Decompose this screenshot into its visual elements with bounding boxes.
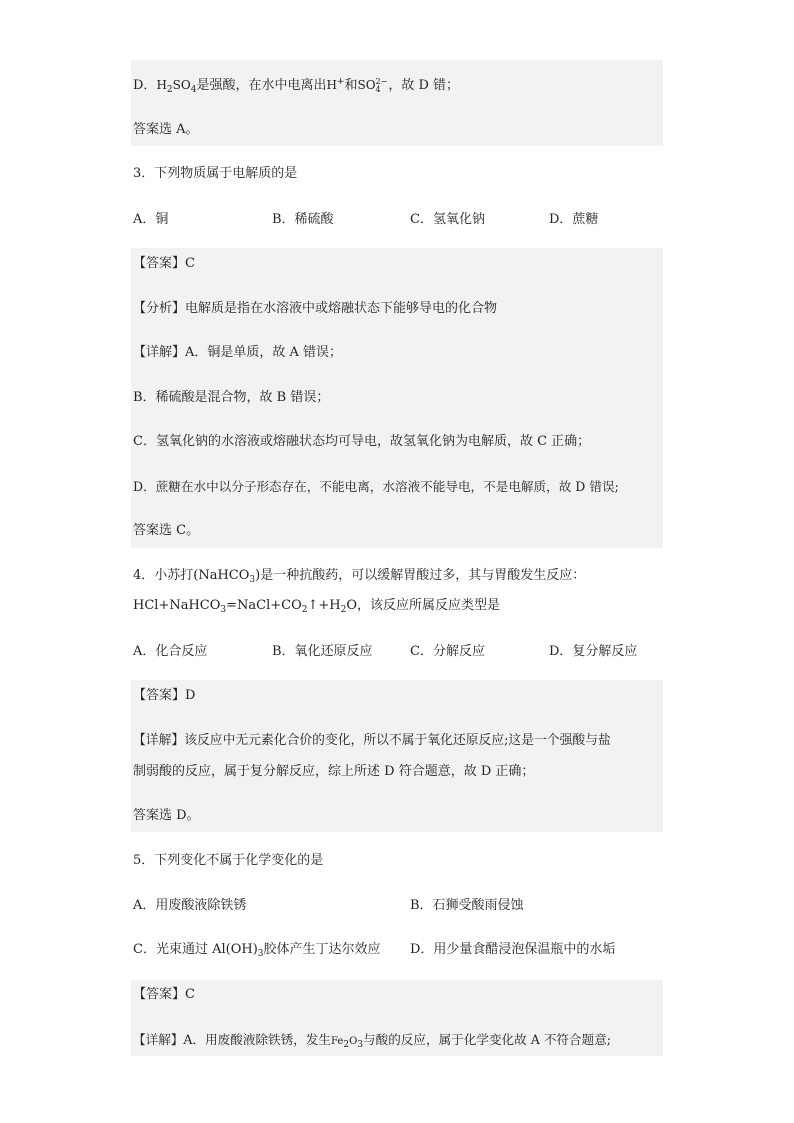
q5-stem: 5．下列变化不属于化学变化的是 — [133, 853, 324, 868]
q3-answer: 【答案】C — [133, 256, 195, 271]
q3-conclusion: 答案选 C。 — [133, 523, 200, 538]
q4-conclusion: 答案选 D。 — [133, 808, 200, 823]
q3-option-c: C．氢氧化钠 — [410, 212, 485, 227]
q4-option-a: A．化合反应 — [133, 644, 208, 659]
q3-option-d: D．蔗糖 — [549, 212, 599, 227]
q3-option-a: A．铜 — [133, 212, 169, 227]
q4-equation: $HCl+NaHCO_3=NaCl+CO_2↑+H_2O$，该反应所属反应类型是 — [133, 598, 501, 615]
q4-option-d: D．复分解反应 — [549, 644, 638, 659]
shaded-block-q4-answer — [131, 680, 663, 832]
q5-detail-a: 【详解】A．用废酸液除铁锈，发生$Fe_2O_3$与酸的反应，属于化学变化故 A 不符合题意; — [133, 1032, 612, 1050]
q4-option-b: B．氧化还原反应 — [272, 644, 373, 659]
q5-answer: 【答案】C — [133, 987, 195, 1002]
q5-option-d: D．用少量食醋浸泡保温瓶中的水垢 — [410, 942, 616, 957]
q3-analysis: 【分析】电解质是指在水溶液中或熔融状态下能够导电的化合物 — [133, 301, 498, 316]
q2-option-d-explanation: D．$H_2SO_4$是强酸，在水中电离出H+和SO 2− 4 ，故 D 错； — [133, 77, 460, 95]
q4-option-c: C．分解反应 — [410, 644, 485, 659]
q5-option-c: C．光束通过 $Al(OH)_3$胶体产生丁达尔效应 — [133, 942, 381, 959]
q3-detail-b: B．稀硫酸是混合物，故 B 错误； — [133, 390, 330, 405]
q5-option-b: B．石狮受酸雨侵蚀 — [410, 898, 524, 913]
q5-option-a: A．用废酸液除铁锈 — [133, 898, 247, 913]
sulfate-charge-stack: 2− 4 — [375, 77, 388, 94]
q3-detail-c: C．氢氧化钠的水溶液或熔融状态均可导电，故氢氧化钠为电解质，故 C 正确； — [133, 434, 591, 449]
q4-stem: 4．小苏打(NaHCO$_3$)是一种抗酸药，可以缓解胃酸过多，其与胃酸发生反应： — [133, 568, 586, 585]
q3-detail-a: 【详解】A．铜是单质，故 A 错误； — [133, 345, 343, 360]
q4-detail-line-1: 【详解】该反应中无元素化合价的变化，所以不属于氧化还原反应;这是一个强酸与盐 — [133, 733, 611, 748]
q3-detail-d: D．蔗糖在水中以分子形态存在，不能电离，水溶液不能导电，不是电解质，故 D 错误; — [133, 479, 619, 494]
q3-option-b: B．稀硫酸 — [272, 212, 334, 227]
q3-stem: 3．下列物质属于电解质的是 — [133, 166, 298, 181]
q4-answer: 【答案】D — [133, 688, 196, 703]
q4-detail-line-2: 制弱酸的反应，属于复分解反应，综上所述 D 符合题意，故 D 正确； — [133, 764, 535, 779]
q2-conclusion: 答案选 A。 — [133, 122, 199, 137]
